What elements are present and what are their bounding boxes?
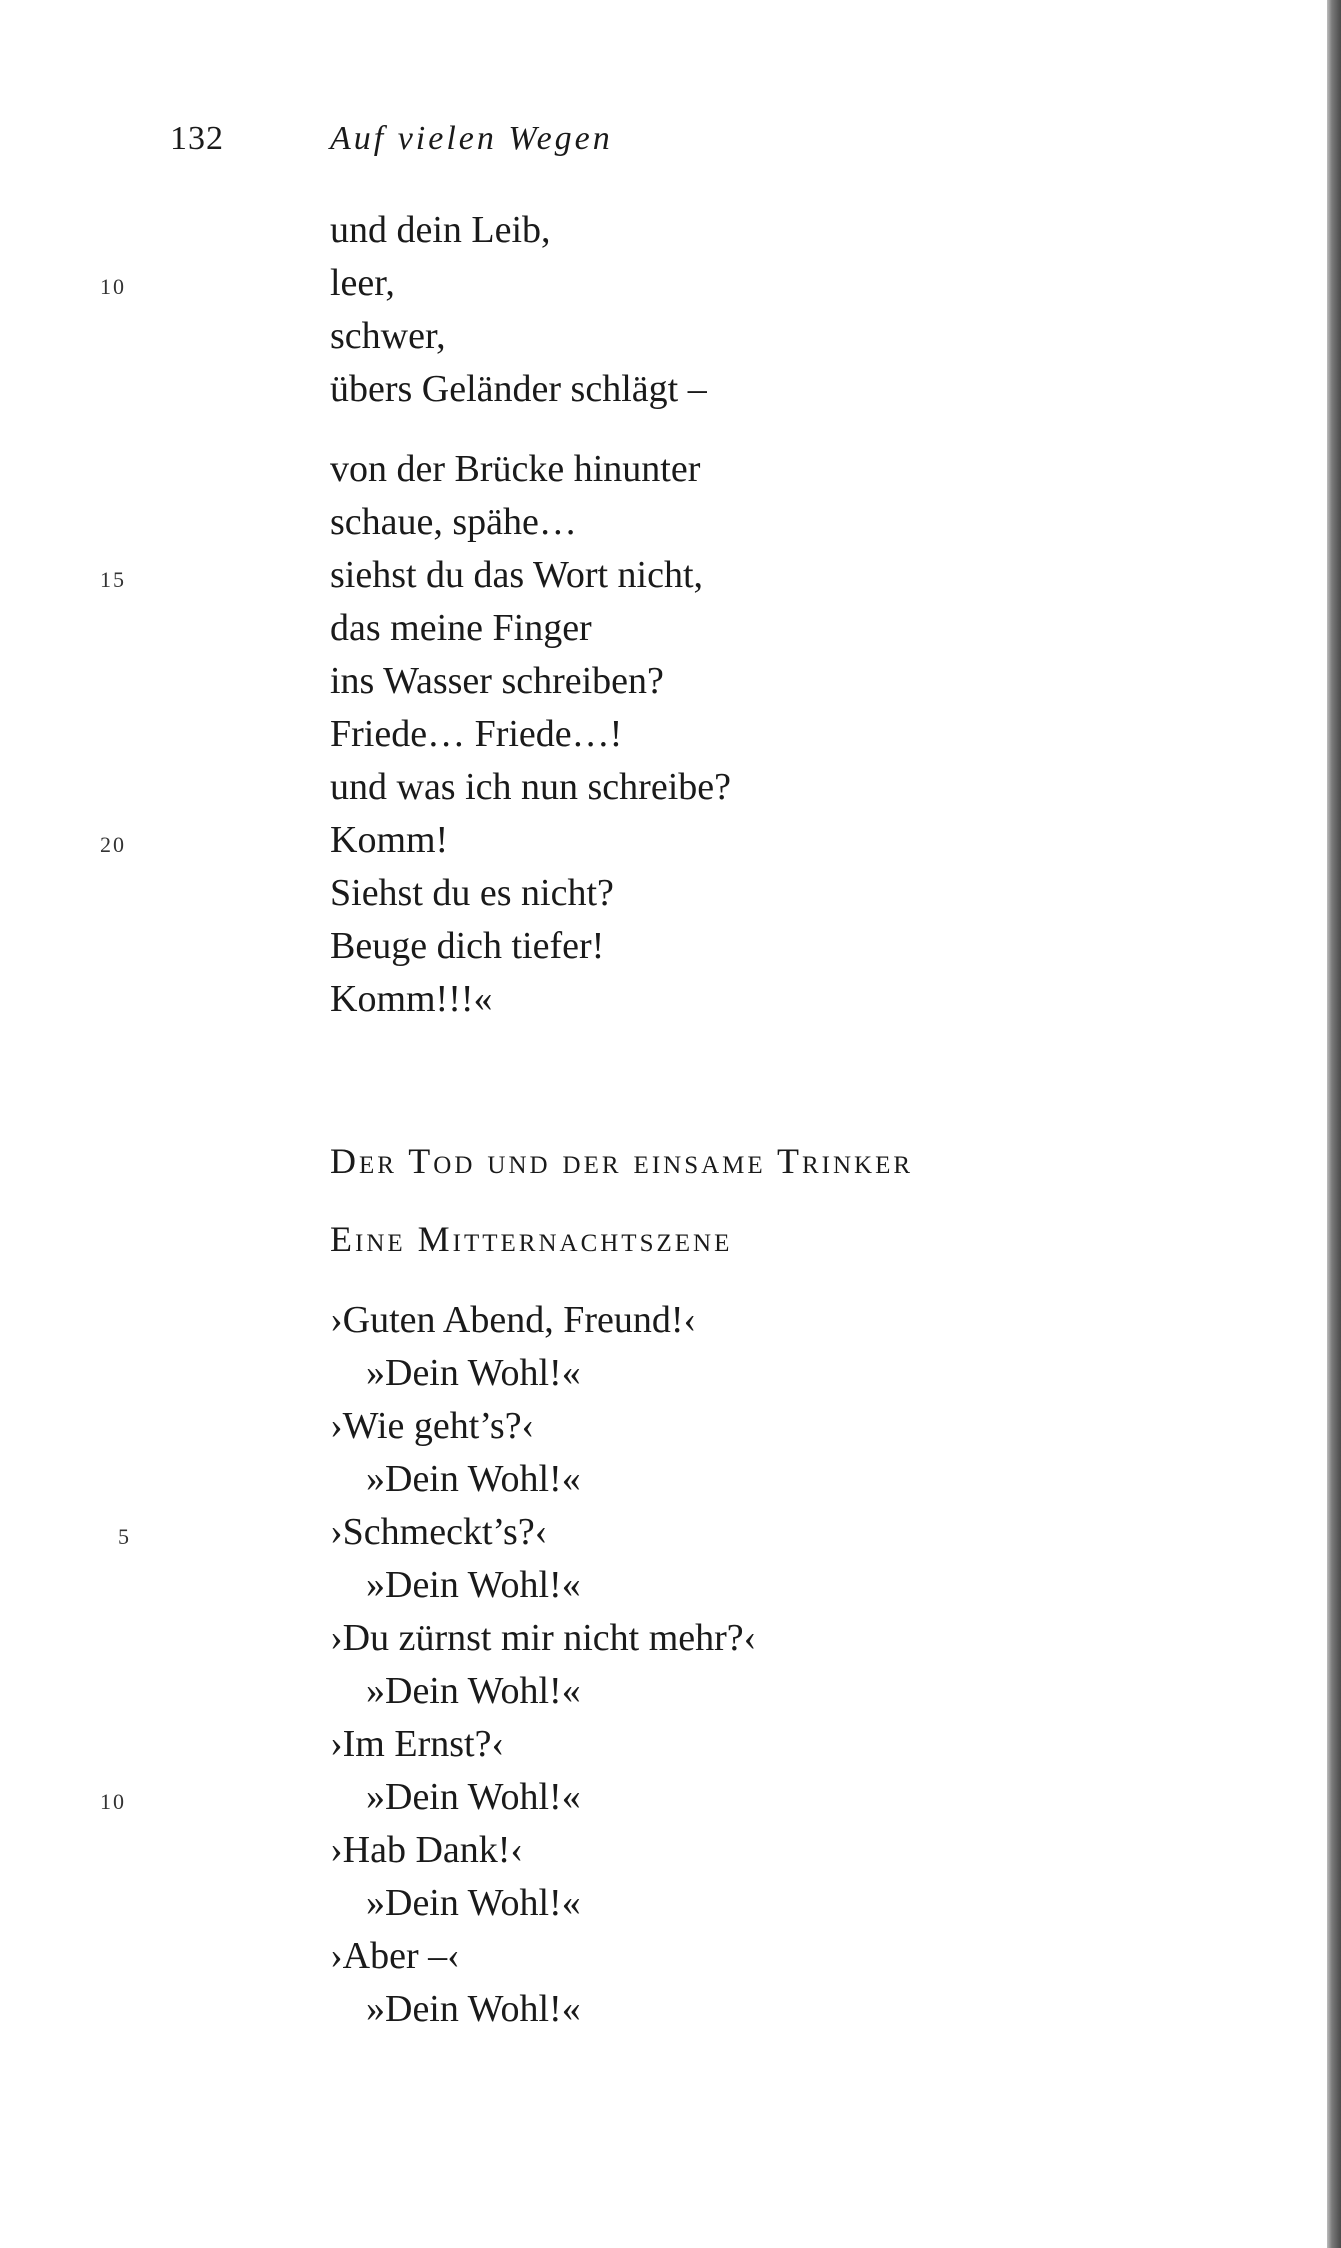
poem-line: siehst du das Wort nicht,: [330, 554, 704, 596]
poem-line: »Dein Wohl!«: [366, 1352, 581, 1394]
poem-line: »Dein Wohl!«: [366, 1988, 581, 2030]
poem-line: und was ich nun schreibe?: [330, 766, 731, 808]
poem-line: ›Wie geht’s?‹: [330, 1405, 535, 1447]
poem-line: schwer,: [330, 315, 446, 357]
poem-line: »Dein Wohl!«: [366, 1458, 581, 1500]
running-title: Auf vielen Wegen: [330, 120, 613, 157]
poem-line: ins Wasser schreiben?: [330, 660, 664, 702]
poem-line: und dein Leib,: [330, 209, 551, 251]
line-number: 10: [100, 274, 126, 299]
line-number: 5: [118, 1524, 131, 1549]
poem-line: »Dein Wohl!«: [366, 1882, 581, 1924]
line-number: 15: [100, 567, 126, 592]
poem-line: »Dein Wohl!«: [366, 1670, 581, 1712]
poem-title: Der Tod und der einsame Trinker: [330, 1141, 914, 1181]
poem-line: ›Aber –‹: [330, 1935, 460, 1977]
poem-line: übers Geländer schlägt –: [330, 368, 707, 410]
poem-line: schaue, spähe…: [330, 501, 577, 543]
poem-line: das meine Finger: [330, 607, 592, 649]
poem-line: ›Schmeckt’s?‹: [330, 1511, 548, 1553]
poem-line: leer,: [330, 262, 395, 304]
poem-line: von der Brücke hinunter: [330, 448, 701, 490]
line-number: 10: [100, 1789, 126, 1814]
poem-line: Komm!!!«: [330, 978, 493, 1020]
poem-line: ›Hab Dank!‹: [330, 1829, 524, 1871]
poem-line: ›Guten Abend, Freund!‹: [330, 1299, 697, 1341]
poem-line: Friede… Friede…!: [330, 713, 623, 755]
line-number: 20: [100, 832, 126, 857]
poem-line: Siehst du es nicht?: [330, 872, 614, 914]
poem-line: »Dein Wohl!«: [366, 1776, 581, 1818]
running-head: [170, 118, 613, 158]
poem-line: Komm!: [330, 819, 449, 861]
page-edge: [1327, 0, 1341, 2248]
page-number: 132: [170, 120, 224, 157]
poem-line: ›Im Ernst?‹: [330, 1723, 505, 1765]
poem-subtitle: Eine Mitternachtszene: [330, 1219, 733, 1259]
poem-line: »Dein Wohl!«: [366, 1564, 581, 1606]
poem-line: ›Du zürnst mir nicht mehr?‹: [330, 1617, 757, 1659]
poem-line: Beuge dich tiefer!: [330, 925, 605, 967]
